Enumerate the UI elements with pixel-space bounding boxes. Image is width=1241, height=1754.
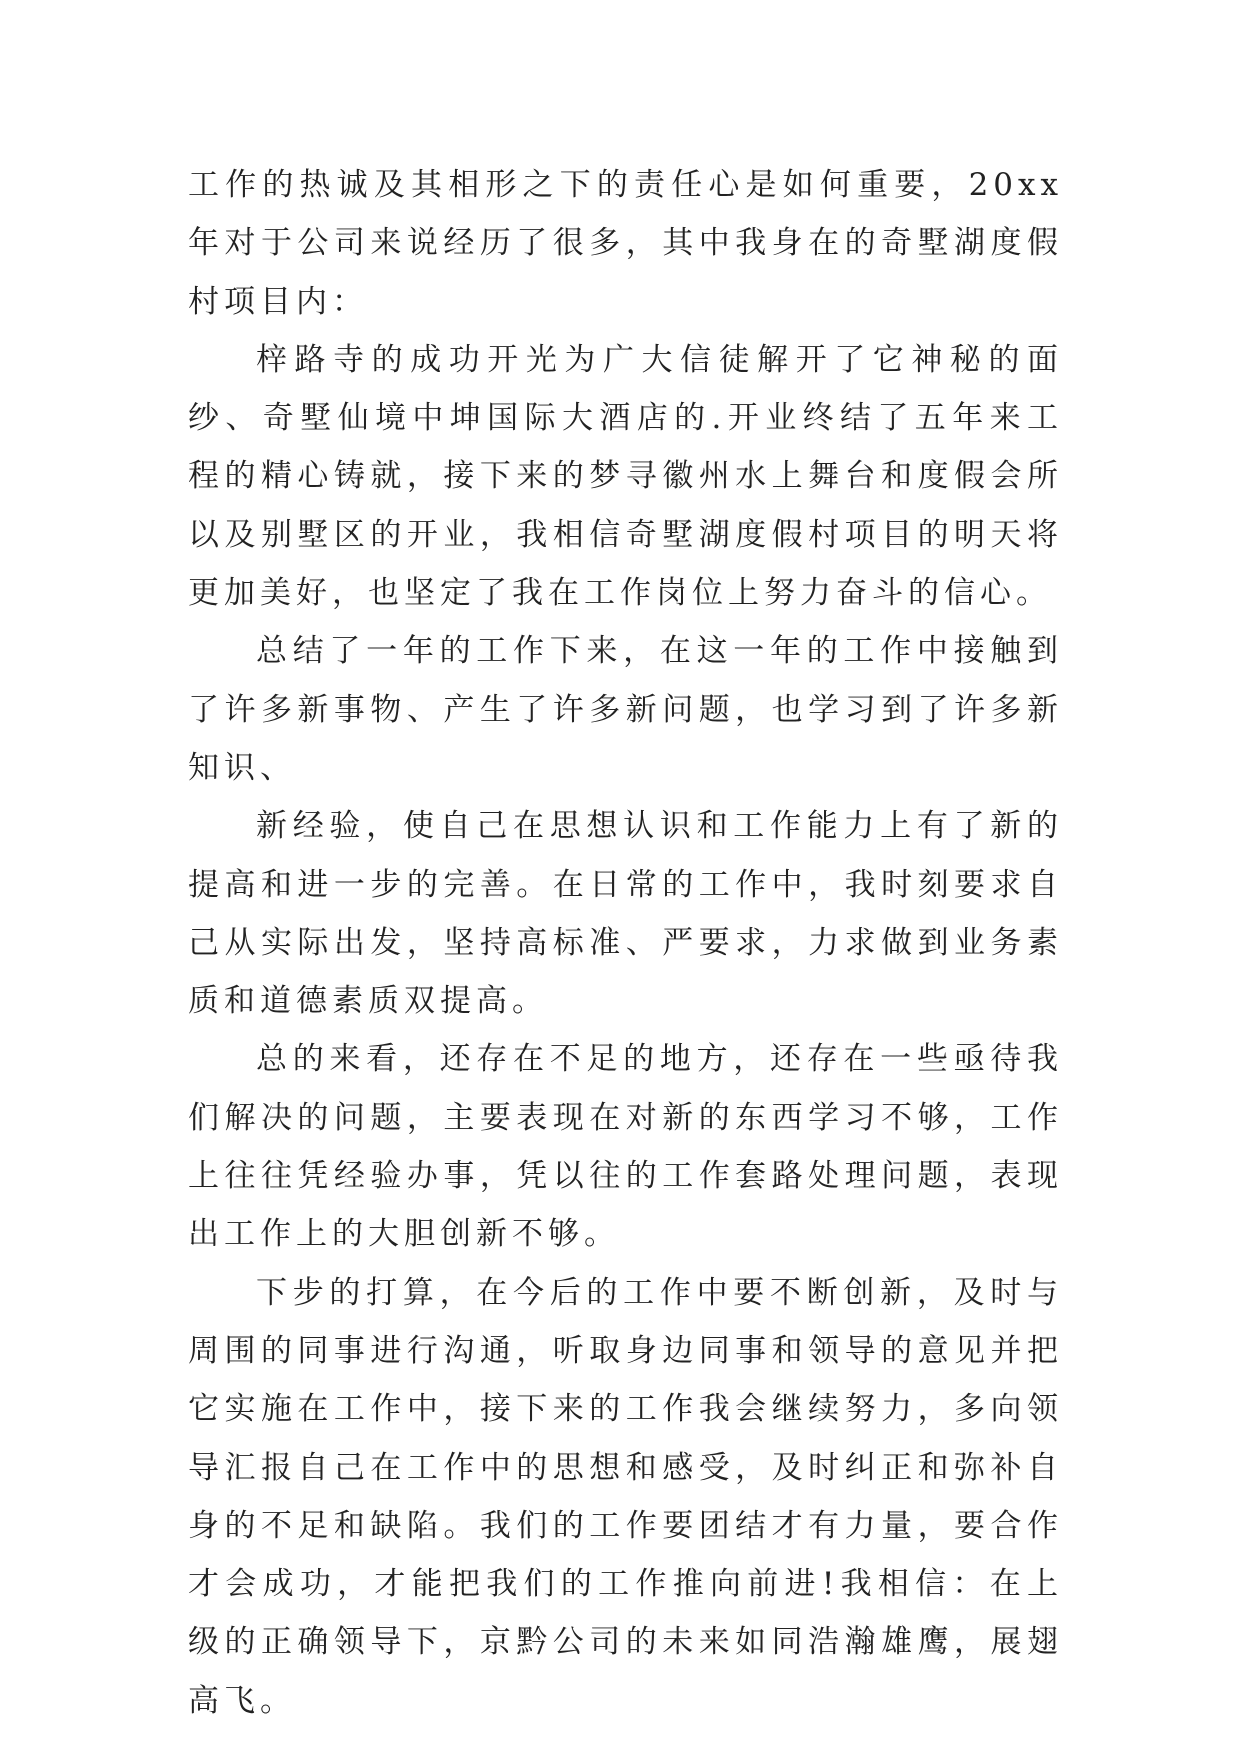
paragraph-4: 新经验，使自己在思想认识和工作能力上有了新的提高和进一步的完善。在日常的工作中，我时刻要求自己从实际出发，坚持高标准、严要求，力求做到业务素质和道德素质双提高。 [188,808,1063,1020]
paragraph-2: 梓路寺的成功开光为广大信徒解开了它神秘的面纱、奇墅仙境中坤国际大酒店的.开业终结了五年来工程的精心铸就，接下来的梦寻徽州水上舞台和度假会所以及别墅区的开业，我相信奇墅湖度假村项目的明天将更加美好，也坚定了我在工作岗位上努力奋斗的信心。 [188,341,1063,612]
paragraph-6: 下步的打算，在今后的工作中要不断创新，及时与周围的同事进行沟通，听取身边同事和领导的意见并把它实施在工作中，接下来的工作我会继续努力，多向领导汇报自己在工作中的思想和感受，及时纠正和弥补自身的不足和缺陷。我们的工作要团结才有力量，要合作才会成功，才能把我们的工作推向前进!我相信：在上级的正确领导下，京黔公司的未来如同浩瀚雄鹰，展翅高飞。 [188,1274,1063,1719]
paragraph-1: 工作的热诚及其相形之下的责任心是如何重要，20xx年对于公司来说经历了很多，其中我身在的奇墅湖度假村项目内： [188,167,1063,320]
paragraph-3: 总结了一年的工作下来，在这一年的工作中接触到了许多新事物、产生了许多新问题，也学习到了许多新知识、 [188,633,1063,786]
paragraph-5: 总的来看，还存在不足的地方，还存在一些亟待我们解决的问题，主要表现在对新的东西学习不够，工作上往往凭经验办事，凭以往的工作套路处理问题，表现出工作上的大胆创新不够。 [188,1041,1063,1253]
document-body [188,156,1063,1730]
